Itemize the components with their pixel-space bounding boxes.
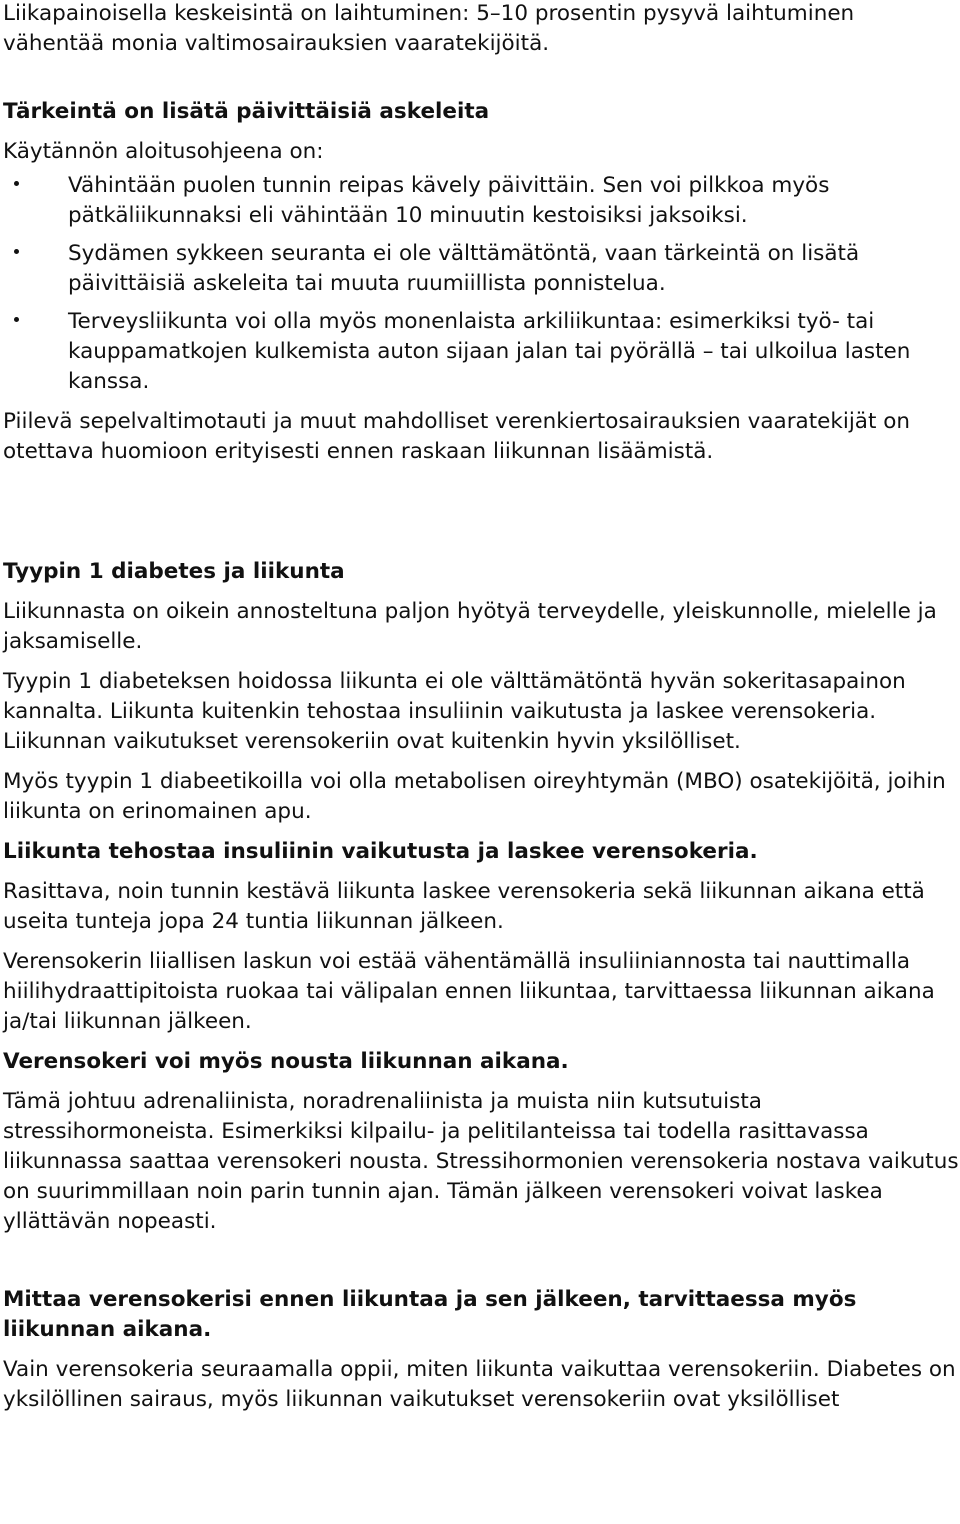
- insulin-paragraph-1: Rasittava, noin tunnin kestävä liikunta laskee verensokeria sekä liikunnan aikana että useita tunteja jopa 24 tuntia liikunnan jälkeen.: [3, 879, 925, 934]
- diabetes-heading: Tyypin 1 diabetes ja liikunta: [3, 559, 345, 584]
- steps-closing-paragraph: Piilevä sepelvaltimotauti ja muut mahdolliset verenkiertosairauksien vaaratekijät on otettava huomioon erityisesti ennen raskaan liikunnan lisäämistä.: [3, 409, 911, 464]
- steps-bullet-list: [3, 171, 960, 397]
- insulin-heading: Liikunta tehostaa insuliinin vaikutusta ja laskee verensokeria.: [3, 839, 758, 864]
- diabetes-paragraph-3: Myös tyypin 1 diabeetikoilla voi olla metabolisen oireyhtymän (MBO) osatekijöitä, joihin liikunta on erinomainen apu.: [3, 769, 946, 824]
- rise-paragraph: Tämä johtuu adrenaliinista, noradrenaliinista ja muista niin kutsutuista stressihormoneista. Esimerkiksi kilpailu- ja pelitilanteissa tai todella rasittavassa liikunnassa saattaa verensokeri nousta. Stressihormonien verensokeria nostava vaikutus on suurimmillaan noin parin tunnin ajan. Tämän jälkeen verensokeri voivat laskea yllättävän nopeasti.: [3, 1089, 959, 1234]
- diabetes-paragraph-2: Tyypin 1 diabeteksen hoidossa liikunta ei ole välttämätöntä hyvän sokeritasapainon kannalta. Liikunta kuitenkin tehostaa insuliinin vaikutusta ja laskee verensokeria. Liikunnan vaikutukset verensokeriin ovat kuitenkin hyvin yksilölliset.: [3, 669, 906, 754]
- rise-heading: Verensokeri voi myös nousta liikunnan aikana.: [3, 1049, 569, 1074]
- steps-heading: Tärkeintä on lisätä päivittäisiä askeleita: [3, 99, 490, 124]
- diabetes-paragraph-1: Liikunnasta on oikein annosteltuna paljon hyötyä terveydelle, yleiskunnolle, mielelle ja jaksamiselle.: [3, 599, 937, 654]
- list-item-text: Terveysliikunta voi olla myös monenlaista arkiliikuntaa: esimerkiksi työ- tai kauppamatkojen kulkemista auton sijaan jalan tai pyörällä – tai ulkoilua lasten kanssa.: [68, 309, 911, 394]
- document-page: [3, 0, 960, 1415]
- intro-paragraph: Liikapainoisella keskeisintä on laihtuminen: 5–10 prosentin pysyvä laihtuminen vähentää monia valtimosairauksien vaaratekijöitä.: [3, 1, 855, 56]
- list-item-text: Vähintään puolen tunnin reipas kävely päivittäin. Sen voi pilkkoa myös pätkäliikunnaksi eli vähintään 10 minuutin kestoisiksi jaksoiksi.: [68, 173, 830, 228]
- list-item-text: Sydämen sykkeen seuranta ei ole välttämätöntä, vaan tärkeintä on lisätä päivittäisiä askeleita tai muuta ruumiillista ponnistelua.: [68, 241, 860, 296]
- list-item: [3, 171, 960, 231]
- measure-paragraph: Vain verensokeria seuraamalla oppii, miten liikunta vaikuttaa verensokeriin. Diabetes on yksilöllinen sairaus, myös liikunnan vaikutukset verensokeriin ovat yksilölliset: [3, 1357, 956, 1412]
- bullet-dot-icon: [14, 181, 19, 186]
- steps-lead: Käytännön aloitusohjeena on:: [3, 139, 324, 164]
- measure-heading: Mittaa verensokerisi ennen liikuntaa ja sen jälkeen, tarvittaessa myös liikunnan aikana.: [3, 1287, 857, 1342]
- list-item: [3, 307, 960, 397]
- bullet-dot-icon: [14, 317, 19, 322]
- insulin-paragraph-2: Verensokerin liiallisen laskun voi estää vähentämällä insuliiniannosta tai nauttimalla hiilihydraattipitoista ruokaa tai välipalan ennen liikuntaa, tarvittaessa liikunnan aikana ja/tai liikunnan jälkeen.: [3, 949, 935, 1034]
- list-item: [3, 239, 960, 299]
- bullet-dot-icon: [14, 249, 19, 254]
